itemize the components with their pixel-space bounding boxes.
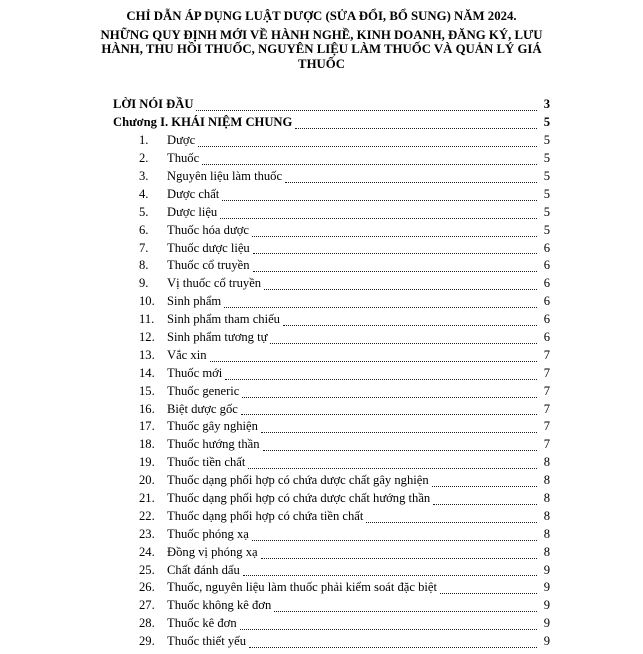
toc-entry-number: 4. [139,186,149,201]
document-title-block [0,9,643,71]
toc-entry-number: 25. [139,562,155,577]
toc-entry-number: 17. [139,419,155,434]
toc-entry [113,347,550,365]
toc-entry-number: 5. [139,204,149,219]
toc-entry-number: 11. [139,312,155,327]
toc-entry-label: Vắc xin [167,347,207,362]
toc-entry-number: 14. [139,365,155,380]
dot-leader [210,347,537,362]
toc-entry-number: 13. [139,347,155,362]
toc-entry-label: LỜI NÓI ĐẦU [113,97,194,112]
toc-entry [113,401,550,419]
toc-entry-number: 9. [139,276,149,291]
toc-entry-page: 8 [543,473,550,488]
toc-entry-number: 24. [139,544,155,559]
toc-entry-label: Nguyên liệu làm thuốc [167,168,283,183]
toc-entry-page: 7 [543,383,550,398]
dot-leader [196,96,537,111]
toc-entry-page: 5 [543,186,550,201]
dot-leader [222,186,537,201]
toc-entry-number: 3. [139,168,149,183]
toc-entry-number: 6. [139,222,149,237]
toc-entry-page: 8 [543,455,550,470]
toc-entry [113,222,550,240]
toc-entry-label: Thuốc tiền chất [167,455,246,470]
dot-leader [264,275,537,290]
dot-leader [261,418,537,433]
dot-leader [220,204,537,219]
toc-entry-number: 22. [139,508,155,523]
toc-entry-number: 18. [139,437,155,452]
toc-entry-page: 7 [543,365,550,380]
dot-leader [263,436,537,451]
toc-entry-label: Thuốc dạng phối hợp có chứa tiền chất [167,508,364,523]
toc-entry-number: 12. [139,329,155,344]
toc-entry-label: Thuốc thiết yếu [167,634,247,649]
toc-entry-label: Thuốc phóng xạ [167,526,249,541]
toc-entry [113,132,550,150]
toc-entry [113,562,550,580]
toc-entry-number: 2. [139,151,149,166]
toc-entry-page: 5 [543,204,550,219]
toc-entry [113,544,550,562]
toc-entry-label: Thuốc generic [167,383,240,398]
toc-entry-label: Dược chất [167,186,220,201]
document-title: CHỈ DẪN ÁP DỤNG LUẬT DƯỢC (SỬA ĐỔI, BỔ SUNG) NĂM 2024. [126,9,517,23]
toc-entry-page: 8 [543,526,550,541]
dot-leader [295,114,537,129]
table-of-contents [113,96,550,651]
toc-entry-label: Thuốc [167,151,200,166]
dot-leader [248,454,537,469]
toc-entry-number: 21. [139,490,155,505]
toc-entry-label: Sinh phẩm [167,294,222,309]
toc-entry-page: 7 [543,419,550,434]
toc-entry-page: 6 [543,329,550,344]
toc-entry [113,257,550,275]
toc-entry-label: Thuốc dạng phối hợp có chứa dược chất hướng thần [167,490,431,505]
toc-entry-label: Vị thuốc cổ truyền [167,276,262,291]
toc-entry-page: 9 [543,562,550,577]
toc-entry-number: 26. [139,580,155,595]
toc-entry-label: Thuốc cổ truyền [167,258,250,273]
toc-entry [113,436,550,454]
toc-entry-label: Thuốc dạng phối hợp có chứa dược chất gây nghiện [167,473,429,488]
toc-entry-label: Chất đánh dấu [167,562,240,577]
dot-leader [202,150,537,165]
toc-entry-label: Biệt dược gốc [167,401,238,416]
toc-entry-page: 6 [543,240,550,255]
toc-entry-page: 9 [543,634,550,649]
toc-entry-page: 7 [543,437,550,452]
dot-leader [241,401,537,416]
toc-entry-page: 8 [543,508,550,523]
dot-leader [433,490,537,505]
toc-entry-number: 29. [139,634,155,649]
toc-entry-page: 6 [543,258,550,273]
toc-entry-label: Thuốc hướng thần [167,437,260,452]
toc-entry-page: 5 [543,151,550,166]
dot-leader [366,508,537,523]
toc-entry-number: 10. [139,294,155,309]
dot-leader [440,579,537,594]
toc-entry-label: Thuốc gây nghiện [167,419,258,434]
toc-entry-page: 7 [543,347,550,362]
toc-entry-number: 7. [139,240,149,255]
dot-leader [253,257,537,272]
toc-entry [113,204,550,222]
toc-entry-page: 6 [543,312,550,327]
dot-leader [198,132,537,147]
toc-entry [113,597,550,615]
dot-leader [249,633,537,648]
toc-entry-label: Đồng vị phóng xạ [167,544,258,559]
toc-entry-label: Thuốc kê đơn [167,616,237,631]
toc-entry-number: 23. [139,526,155,541]
toc-entry [113,472,550,490]
toc-entry-number: 27. [139,598,155,613]
toc-entry [113,633,550,651]
toc-entry-page: 5 [543,222,550,237]
dot-leader [253,240,537,255]
toc-entry-number: 28. [139,616,155,631]
toc-entry-page: 5 [543,133,550,148]
dot-leader [224,293,537,308]
toc-entry [113,526,550,544]
dot-leader [432,472,537,487]
dot-leader [242,383,537,398]
toc-entry [113,383,550,401]
toc-entry-page: 9 [543,598,550,613]
toc-entry-page: 8 [543,544,550,559]
toc-entry-label: Thuốc, nguyên liệu làm thuốc phải kiểm soát đặc biệt [167,580,437,595]
toc-entry [113,615,550,633]
toc-entry-label: Dược [167,133,196,148]
toc-entry [113,490,550,508]
toc-entry-page: 6 [543,276,550,291]
toc-entry-number: 8. [139,258,149,273]
toc-entry-page: 7 [543,401,550,416]
toc-entry-number: 15. [139,383,155,398]
toc-entry-page: 8 [543,490,550,505]
toc-entry [113,311,550,329]
toc-entry-page: 6 [543,294,550,309]
toc-entry [113,329,550,347]
toc-entry [113,454,550,472]
toc-entry [113,186,550,204]
toc-entry-label: Sinh phẩm tương tự [167,329,268,344]
dot-leader [252,526,537,541]
toc-entry [113,365,550,383]
toc-entry-label: Thuốc hóa dược [167,222,250,237]
toc-entry [113,114,550,132]
toc-entry-label: Sinh phẩm tham chiếu [167,312,280,327]
dot-leader [225,365,537,380]
toc-entry [113,150,550,168]
toc-entry-label: Thuốc dược liệu [167,240,250,255]
dot-leader [270,329,537,344]
dot-leader [252,222,537,237]
toc-entry [113,240,550,258]
toc-entry-page: 9 [543,580,550,595]
toc-entry [113,275,550,293]
toc-entry-label: Dược liệu [167,204,218,219]
toc-entry [113,579,550,597]
toc-entry [113,96,550,114]
dot-leader [243,562,537,577]
toc-entry-label: Thuốc mới [167,365,223,380]
toc-entry [113,418,550,436]
toc-entry [113,168,550,186]
toc-entry-number: 1. [139,133,149,148]
toc-entry-number: 19. [139,455,155,470]
toc-entry-label: Chương I. KHÁI NIỆM CHUNG [113,115,293,130]
toc-entry [113,293,550,311]
dot-leader [274,597,537,612]
toc-entry-page: 3 [543,97,550,112]
dot-leader [285,168,537,183]
toc-entry [113,508,550,526]
toc-entry-label: Thuốc không kê đơn [167,598,272,613]
document-subtitle: NHỮNG QUY ĐỊNH MỚI VỀ HÀNH NGHỀ, KINH DOANH, ĐĂNG KÝ, LƯU HÀNH, THU HỒI THUỐC, NGUYÊN LIỆU LÀM THUỐC VÀ QUẢN LÝ GIÁ THUỐC [100,27,543,71]
dot-leader [283,311,537,326]
toc-entry-page: 5 [543,115,550,130]
dot-leader [240,615,537,630]
toc-entry-number: 16. [139,401,155,416]
toc-entry-page: 9 [543,616,550,631]
dot-leader [261,544,537,559]
toc-entry-page: 5 [543,168,550,183]
toc-entry-number: 20. [139,473,155,488]
